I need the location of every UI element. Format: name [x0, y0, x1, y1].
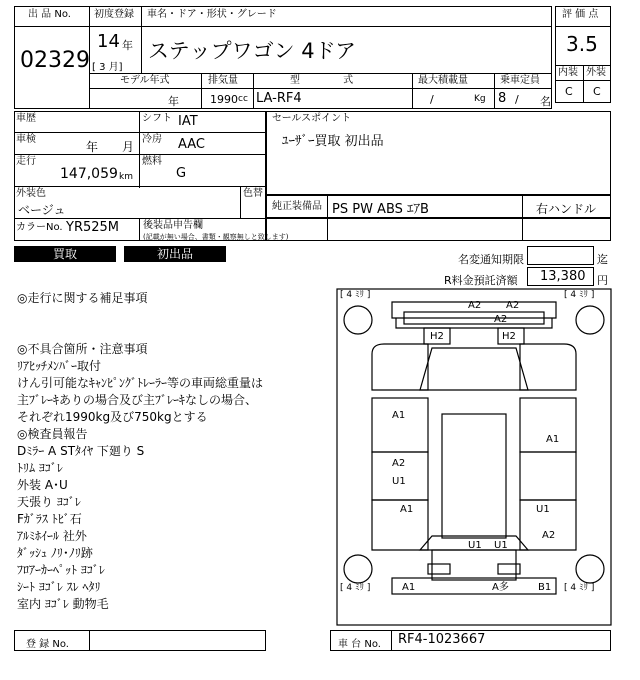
sales-point: ﾕｰｻﾞｰ買取 初出品 — [282, 134, 384, 149]
remarks-line: ｼｰﾄ ﾖｺﾞﾚ ｽﾚ ﾍﾀﾘ — [17, 580, 101, 594]
tire-depth-front-left: [ 4 ﾐﾘ ] — [340, 290, 371, 300]
displacement-label: 排気量 — [208, 75, 238, 86]
history-label: 車歴 — [16, 113, 36, 124]
registration-month: [ 3 月] — [92, 62, 123, 73]
registration-label: 登 録 No. — [26, 639, 69, 650]
max-load-slash: / — [430, 93, 434, 106]
lot-number-label: 出 品 No. — [28, 9, 71, 20]
damage-mark: A2 — [468, 300, 482, 311]
vehicle-label: 車名・ドア・形状・グレード — [147, 9, 277, 20]
model-year-unit: 年 — [168, 95, 179, 108]
remarks-line: 外装 A･U — [17, 478, 68, 492]
remarks-line: けん引可能なｷｬﾝﾋﾟﾝｸﾞﾄﾚｰﾗｰ等の車両総重量は — [17, 376, 264, 390]
factory-equipment-label: 純正装備品 — [272, 201, 322, 212]
remarks-line: ｱﾙﾐﾎｲｰﾙ 社外 — [17, 529, 87, 543]
damage-mark: U1 — [392, 476, 406, 487]
remarks-line — [17, 324, 263, 341]
fuel-label: 燃料 — [142, 156, 162, 167]
inspection-year: 年 — [86, 140, 99, 154]
capacity: 8 — [498, 91, 507, 106]
capacity-slash: / — [515, 93, 519, 106]
interior-grade: C — [565, 85, 573, 98]
shift-value: IAT — [178, 114, 198, 129]
transfer-deadline-box — [527, 246, 594, 265]
score-label: 評 価 点 — [562, 9, 599, 20]
remarks-line: ﾌﾛｱｰｶｰﾍﾟｯﾄ ﾖｺﾞﾚ — [17, 563, 105, 577]
type-label: 型 式 — [290, 75, 354, 86]
recycle-fee: 13,380 — [540, 269, 586, 284]
damage-mark: A1 — [402, 582, 416, 593]
damage-mark: A1 — [546, 434, 560, 445]
remarks-line — [17, 307, 263, 324]
remarks-line: Dﾐﾗｰ A STﾀｲﾔ 下廻り S — [17, 444, 145, 458]
score-value: 3.5 — [566, 32, 598, 56]
damage-mark: A2 — [494, 314, 508, 325]
recycle-fee-label: R料金預託済額 — [444, 274, 518, 287]
displacement-unit: cc — [238, 94, 248, 104]
damage-mark: A2 — [392, 458, 406, 469]
damage-mark: H2 — [430, 331, 444, 342]
exterior-grade: C — [593, 85, 601, 98]
remarks-line: ﾘｱﾋｯﾁﾒﾝﾊﾞｰ取付 — [17, 359, 102, 373]
remarks-line: ◎検査員報告 — [17, 427, 88, 441]
registration-year-unit: 年 — [122, 39, 133, 52]
damage-mark: U1 — [494, 540, 508, 551]
exterior-label: 外装 — [586, 67, 606, 78]
model-year-label: モデル年式 — [120, 75, 170, 86]
damage-mark: A2 — [542, 530, 556, 541]
damage-diagram — [336, 288, 612, 626]
color-number: YR525M — [66, 220, 120, 235]
recycle-fee-unit: 円 — [597, 274, 608, 287]
first-registration-label: 初度登録 — [94, 9, 134, 20]
tire-depth-front-right: [ 4 ﾐﾘ ] — [564, 290, 595, 300]
remarks-line: ﾄﾘﾑ ﾖｺﾞﾚ — [17, 461, 63, 475]
capacity-label: 乗車定員 — [500, 75, 540, 86]
remarks-line: Fｶﾞﾗｽ ﾄﾋﾞ石 — [17, 512, 82, 526]
damage-mark: U1 — [536, 504, 550, 515]
shift-label: シフト — [142, 113, 172, 124]
damage-mark: A1 — [400, 504, 414, 515]
tire-depth-rear-right: [ 4 ﾐﾘ ] — [564, 583, 595, 593]
registration-year: 14 — [97, 31, 120, 52]
remarks-list — [17, 290, 263, 613]
remarks-line: 主ﾌﾞﾚｰｷありの場合及び主ﾌﾞﾚｰｷなしの場合、 — [17, 393, 258, 407]
factory-equipment: PS PW ABS ｴｱB — [332, 202, 429, 217]
lot-number: 02329 — [20, 48, 90, 73]
damage-mark: B1 — [538, 582, 552, 593]
max-load-label: 最大積載量 — [418, 75, 468, 86]
remarks-line: ◎走行に関する補足事項 — [17, 291, 148, 305]
transfer-deadline-unit: 迄 — [597, 253, 608, 266]
chassis-label: 車 台 No. — [338, 639, 381, 650]
remarks-line: ﾀﾞｯｼｭ ﾉﾘ･ﾉﾘ跡 — [17, 546, 93, 560]
displacement: 1990 — [210, 93, 238, 106]
model-type: LA-RF4 — [256, 91, 302, 106]
remarks-line: ◎不具合箇所・注意事項 — [17, 342, 148, 356]
tag-first-listing: 初出品 — [124, 246, 226, 262]
capacity-unit: 名 — [540, 95, 551, 108]
damage-mark: H2 — [502, 331, 516, 342]
inspection-label: 車検 — [16, 134, 36, 145]
mileage-value: 147,059 — [60, 166, 118, 182]
remarks-line: 天張り ﾖｺﾞﾚ — [17, 495, 81, 509]
ac-value: AAC — [178, 137, 205, 152]
interior-label: 内装 — [558, 67, 578, 78]
max-load-unit: Kg — [474, 94, 486, 104]
fuel-value: G — [176, 166, 187, 181]
aftermarket-note: (記載が無い場合、書類・観察無しと致します) — [143, 233, 289, 241]
transfer-deadline-label: 名変通知期限 — [458, 253, 524, 266]
sales-point-label: セールスポイント — [272, 113, 352, 124]
steering-side: 右ハンドル — [536, 202, 597, 216]
vehicle-name: ステップワゴン 4ドア — [148, 39, 356, 63]
color-number-label: カラーNo. — [16, 222, 63, 233]
mileage-label: 走行 — [16, 156, 36, 167]
ac-label: 冷房 — [142, 134, 162, 145]
exterior-color: ベージュ — [18, 203, 66, 217]
tag-buyback: 買取 — [14, 246, 116, 262]
damage-mark: U1 — [468, 540, 482, 551]
damage-mark: A2 — [506, 300, 520, 311]
inspection-month: 月 — [122, 140, 135, 154]
tire-depth-rear-left: [ 4 ﾐﾘ ] — [340, 583, 371, 593]
remarks-line: それぞれ1990kg及び750kgとする — [17, 410, 208, 424]
damage-mark: A多 — [492, 582, 509, 593]
aftermarket-label: 後装品申告欄 — [143, 220, 203, 231]
color-change-label: 色替 — [243, 188, 263, 199]
remarks-line: 室内 ﾖｺﾞﾚ 動物毛 — [17, 597, 109, 611]
exterior-color-label: 外装色 — [16, 188, 46, 199]
damage-mark: A1 — [392, 410, 406, 421]
chassis-number: RF4-1023667 — [398, 632, 486, 647]
mileage-unit: km — [119, 172, 133, 182]
